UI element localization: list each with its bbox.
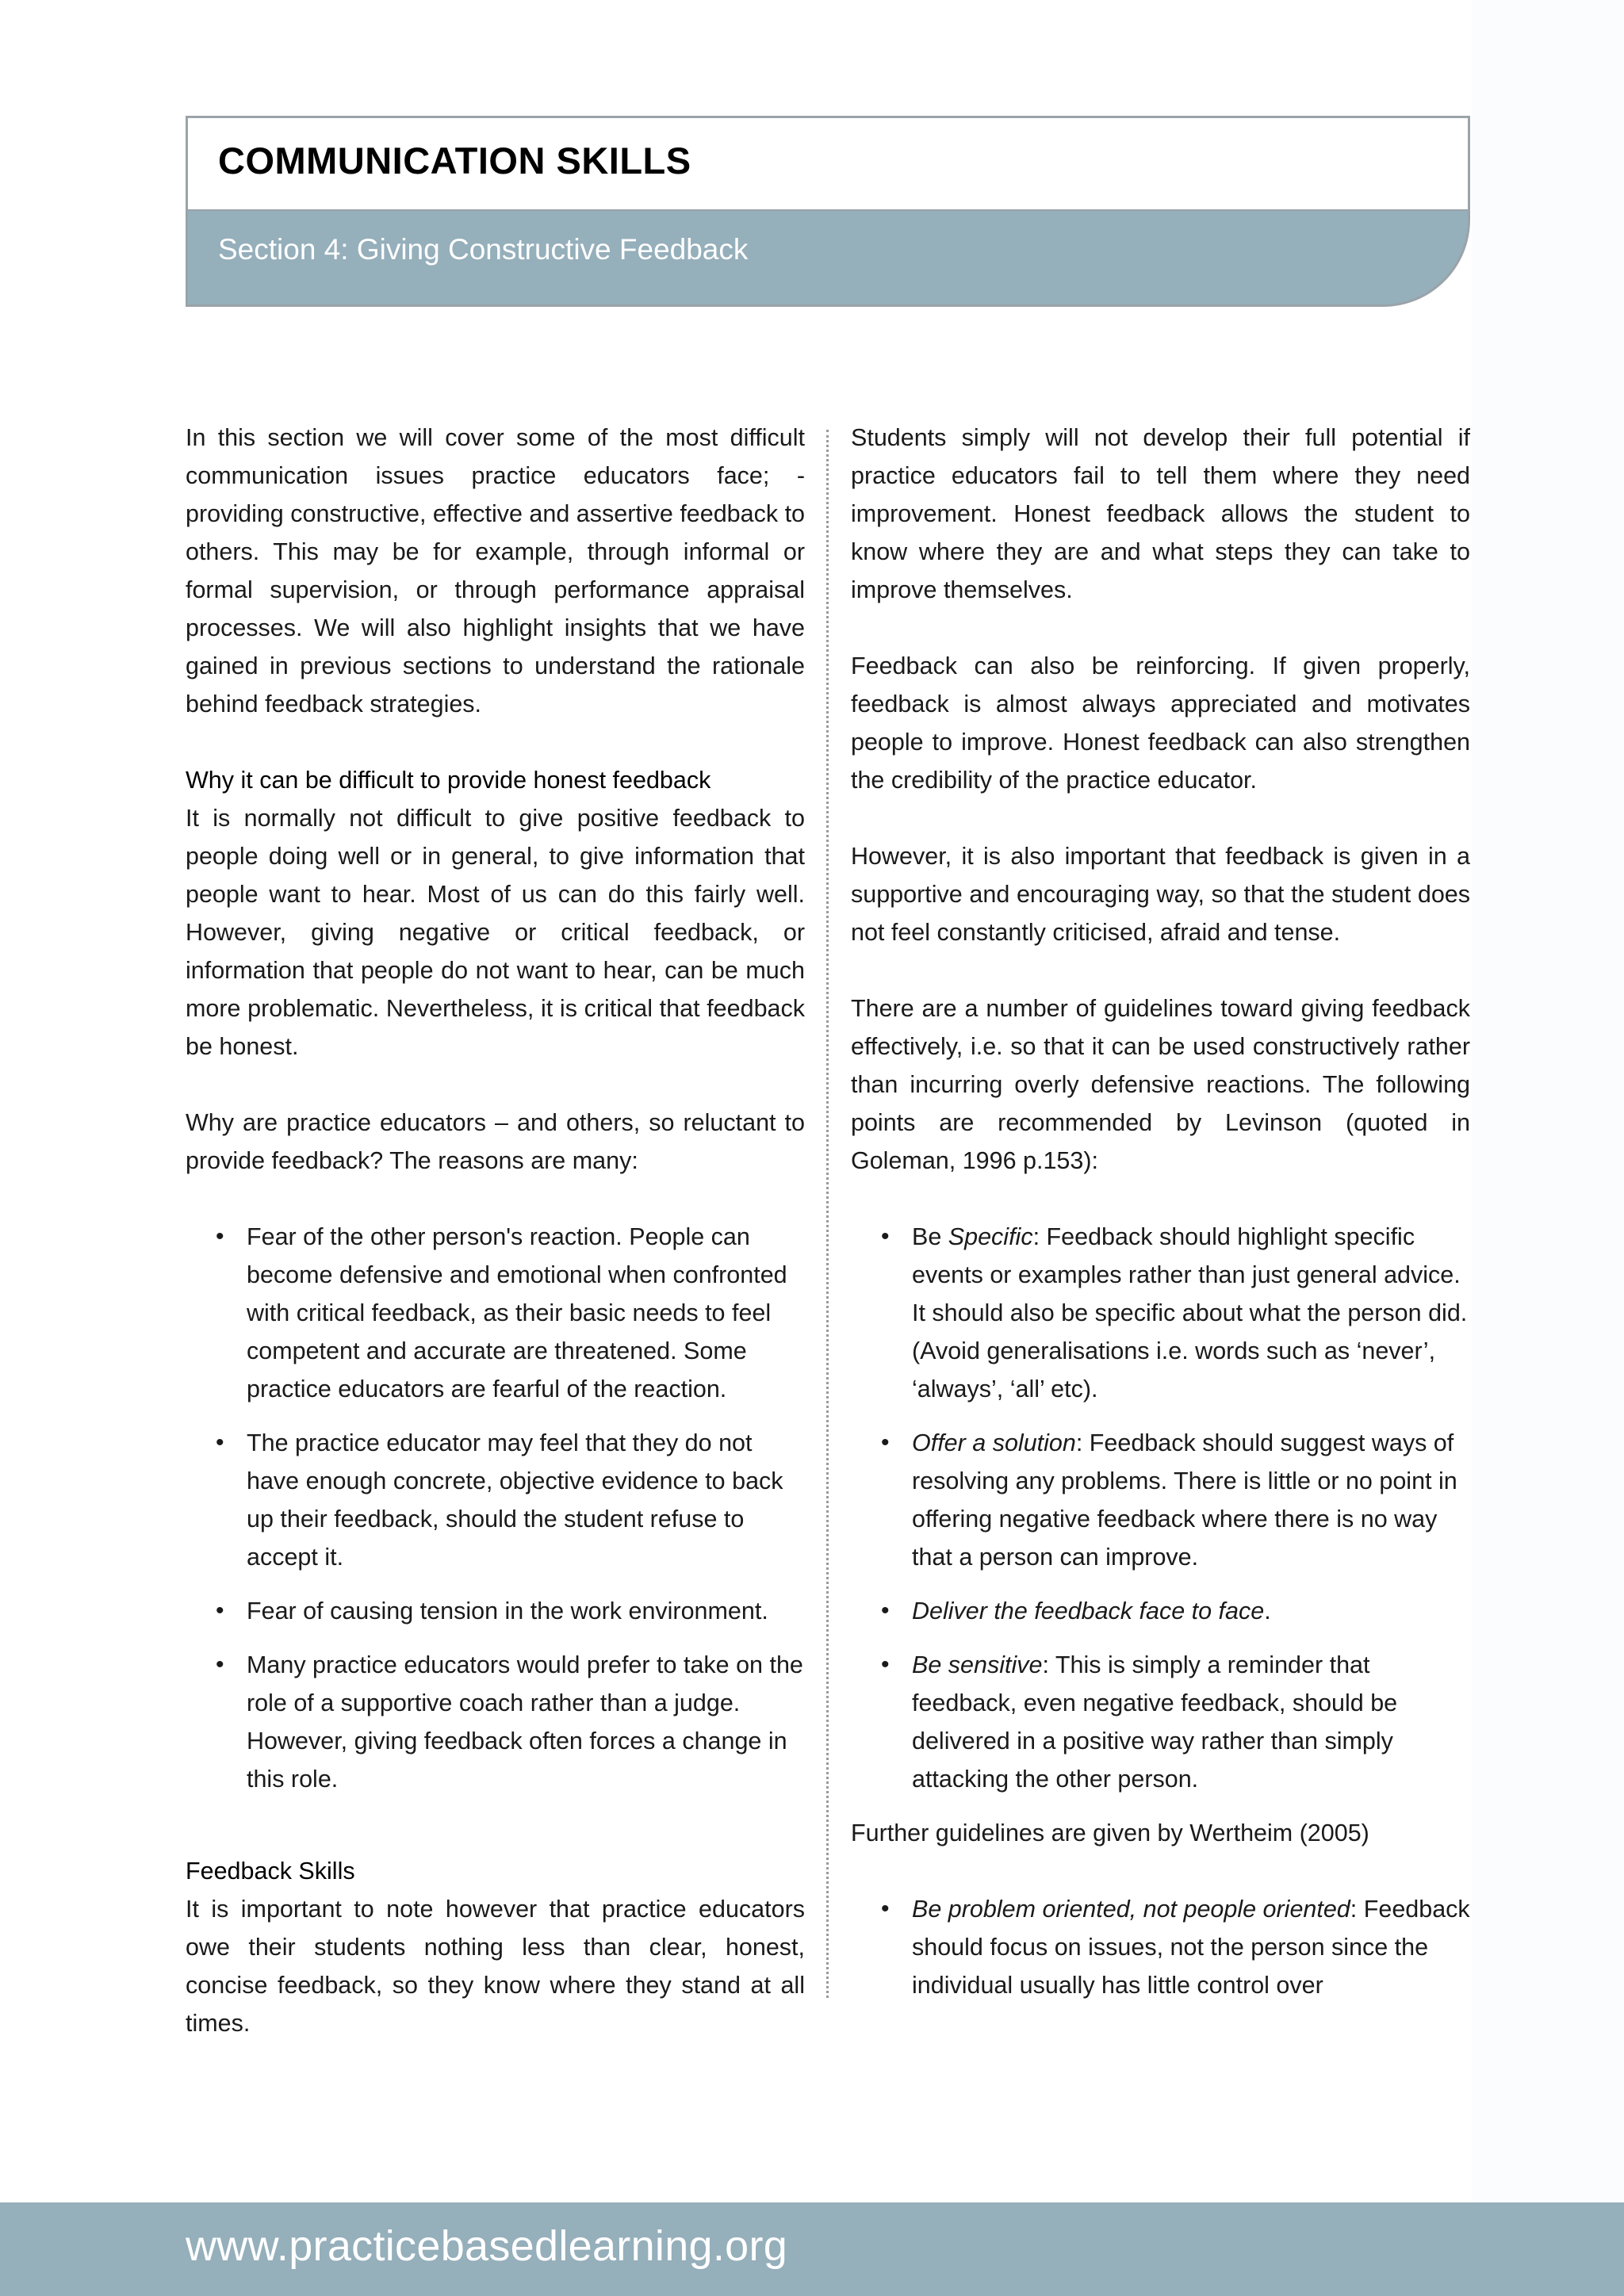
heading-why-difficult: Why it can be difficult to provide honest feedback bbox=[186, 767, 711, 794]
guideline-text: : Feedback should focus on issues, not the person since the individual usually has little control over bbox=[912, 1896, 1470, 1999]
heading-feedback-skills: Feedback Skills bbox=[186, 1858, 355, 1885]
wertheim-guidelines-list bbox=[851, 1890, 1470, 2004]
list-item: • Fear of the other person's reaction. People can become defensive and emotional when confronted with critical feedback, as their basic needs to feel competent and accurate are threatened. Some practice educators are fearful of the reaction. bbox=[186, 1218, 805, 1408]
subtitle-banner bbox=[186, 209, 1470, 307]
paragraph-positive-feedback: It is normally not difficult to give positive feedback to people doing well or in general, to give information that people want to hear. Most of us can do this fairly well. However, giving negative or critical feedback, or information that people do not want to hear, can be much more problematic. Nevertheless, it is critical that feedback be honest. bbox=[186, 805, 805, 1060]
paragraph-supportive: However, it is also important that feedback is given in a supportive and encouraging way, so that the student does not feel constantly criticised, afraid and tense. bbox=[851, 843, 1470, 946]
guideline-term: Be sensitive bbox=[912, 1651, 1043, 1678]
guideline-text: : Feedback should highlight specific events or examples rather than just general advice. It should also be specific about what the person did. (Avoid generalisations i.e. words such as ‘never’, ‘always’, ‘all’ etc). bbox=[912, 1223, 1468, 1402]
section-subtitle: Section 4: Giving Constructive Feedback bbox=[218, 233, 749, 266]
list-item bbox=[851, 1646, 1470, 1798]
list-item: • The practice educator may feel that they do not have enough concrete, objective evidence to back up their feedback, should the student refuse to accept it. bbox=[186, 1424, 805, 1576]
list-item bbox=[851, 1424, 1470, 1576]
title-box bbox=[186, 116, 1470, 212]
paragraph-reluctant: Why are practice educators – and others, so reluctant to provide feedback? The reasons are many: bbox=[186, 1109, 805, 1174]
page-margin-shade bbox=[1472, 0, 1624, 2202]
website-url: www.practicebasedlearning.org bbox=[186, 2222, 788, 2270]
page-title: COMMUNICATION SKILLS bbox=[218, 140, 691, 182]
paragraph-owe-students: It is important to note however that practice educators owe their students nothing less than clear, honest, concise feedback, so they know where they stand at all times. bbox=[186, 1896, 805, 2037]
list-item bbox=[851, 1592, 1470, 1630]
right-column bbox=[851, 419, 1470, 2004]
list-item bbox=[851, 1218, 1470, 1408]
guideline-term: Be problem oriented, not people oriented bbox=[912, 1896, 1350, 1923]
guideline-term: Specific bbox=[948, 1223, 1033, 1250]
list-item: • Fear of causing tension in the work environment. bbox=[186, 1592, 805, 1630]
paragraph-guidelines-intro: There are a number of guidelines toward giving feedback effectively, i.e. so that it can be used constructively rather than incurring overly defensive reactions. The following points are recommended by Levinson (quoted in Goleman, 1996 p.153): bbox=[851, 995, 1470, 1174]
intro-paragraph: In this section we will cover some of the most difficult communication issues practice educators face; - providing constructive, effective and assertive feedback to others. This may be for example, through informal or formal supervision, or through performance appraisal processes. We will also highlight insights that we have gained in previous sections to understand the rationale behind feedback strategies. bbox=[186, 424, 806, 718]
reasons-list bbox=[186, 1218, 805, 1798]
guideline-text: : Feedback should suggest ways of resolving any problems. There is little or no point in offering negative feedback where there is no way that a person can improve. bbox=[912, 1429, 1457, 1571]
left-column bbox=[186, 419, 805, 2042]
guideline-text: : This is simply a reminder that feedback, even negative feedback, should be delivered in a positive way rather than simply attacking the other person. bbox=[912, 1651, 1398, 1793]
guideline-term: Offer a solution bbox=[912, 1429, 1076, 1456]
column-divider bbox=[826, 430, 829, 1998]
paragraph-potential: Students simply will not develop their full potential if practice educators fail to tell them where they need improvement. Honest feedback allows the student to know where they are and what steps they can take to improve themselves. bbox=[851, 424, 1470, 603]
guideline-term: Deliver the feedback face to face bbox=[912, 1598, 1265, 1624]
footer-bar bbox=[0, 2202, 1624, 2296]
guideline-prefix: Be bbox=[912, 1223, 948, 1250]
guideline-text: . bbox=[1264, 1598, 1271, 1624]
page-header bbox=[186, 116, 1469, 308]
paragraph-reinforcing: Feedback can also be reinforcing. If given properly, feedback is almost always appreciated and motivates people to improve. Honest feedback can also strengthen the credibility of the practice educator. bbox=[851, 652, 1470, 794]
list-item: • Many practice educators would prefer to take on the role of a supportive coach rather than a judge. However, giving feedback often forces a change in this role. bbox=[186, 1646, 805, 1798]
levinson-guidelines-list bbox=[851, 1218, 1470, 1798]
list-item bbox=[851, 1890, 1470, 2004]
paragraph-wertheim: Further guidelines are given by Wertheim (2005) bbox=[851, 1820, 1369, 1846]
